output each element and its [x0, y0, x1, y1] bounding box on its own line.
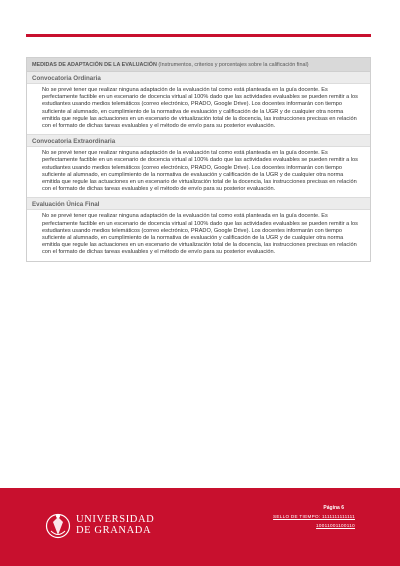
page-footer	[0, 488, 400, 566]
university-name-line2: DE GRANADA	[76, 525, 152, 536]
table-header	[27, 58, 370, 72]
section-title: Convocatoria Extraordinaria	[27, 135, 370, 147]
section-unica-final	[27, 198, 370, 260]
section-ordinaria	[27, 72, 370, 135]
page-number: Página 6	[323, 505, 344, 511]
section-extraordinaria	[27, 135, 370, 198]
document-code	[255, 513, 355, 530]
section-body: No se prevé tener que realizar ninguna adaptación de la evaluación tal como está planteada en la guía docente. Es perfectamente factible en un escenario de docencia virtual al 100% dado que las actividades evaluables se pueden remitir a los estudiantes usando medios telemáticos (correo electrónico, PRADO, Google Drive). Los docentes informarán con tiempo suficiente al alumnado, en cumplimiento de la normativa de evaluación y calificación de la UGR y de cualquier otra norma emitida que regule las actuaciones en un escenario de virtualización total de la docencia, las instrucciones precisas en relación con el formato de dichas tareas evaluables y el método de envío para su posterior evaluación.	[27, 147, 370, 198]
table-header-subtitle: (Instrumentos, criterios y porcentajes sobre la calificación final)	[158, 62, 309, 68]
document-code-line1: SELLO DE TIEMPO: 1111111111111	[273, 514, 355, 519]
evaluation-adaptation-table	[26, 57, 371, 262]
section-body: No se prevé tener que realizar ninguna adaptación de la evaluación tal como está planteada en la guía docente. Es perfectamente factible en un escenario de docencia virtual al 100% dado que las actividades evaluables se pueden remitir a los estudiantes usando medios telemáticos (correo electrónico, PRADO, Google Drive). Los docentes informarán con tiempo suficiente al alumnado, en cumplimiento de la normativa de evaluación y calificación de la UGR y de cualquier otra norma emitida que regule las actuaciones en un escenario de virtualización total de la docencia, las instrucciones precisas en relación con el formato de dichas tareas evaluables y el método de envío para su posterior evaluación.	[27, 84, 370, 135]
university-name-line1: UNIVERSIDAD	[76, 514, 155, 525]
section-body: No se prevé tener que realizar ninguna adaptación de la evaluación tal como está planteada en la guía docente. Es perfectamente factible en un escenario de docencia virtual al 100% dado que las actividades evaluables se pueden remitir a los estudiantes usando medios telemáticos (correo electrónico, PRADO, Google Drive). Los docentes informarán con tiempo suficiente al alumnado, en cumplimiento de la normativa de evaluación y calificación de la UGR y de cualquier otra norma emitida que regule las actuaciones en un escenario de virtualización total de la docencia, las instrucciones precisas en relación con el formato de dichas tareas evaluables y el método de envío para su posterior evaluación.	[42, 213, 358, 256]
top-red-rule	[26, 34, 371, 37]
university-crest-icon	[45, 511, 71, 541]
university-wordmark	[76, 514, 154, 536]
table-header-title: MEDIDAS DE ADAPTACIÓN DE LA EVALUACIÓN	[32, 62, 157, 68]
section-title: Convocatoria Ordinaria	[27, 72, 370, 84]
document-code-line2: 10011001100110	[316, 522, 355, 528]
section-title: Evaluación Única Final	[27, 198, 370, 210]
